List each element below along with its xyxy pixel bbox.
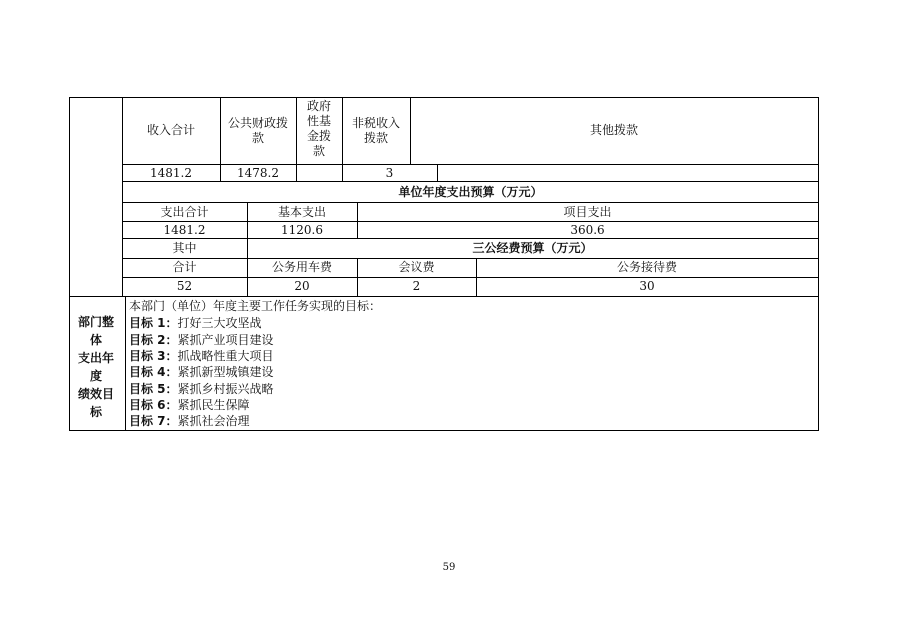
performance-intro: 本部门（单位）年度主要工作任务实现的目标： (129, 299, 382, 313)
header-line: 公共财政拨 (227, 116, 288, 130)
grid-line (122, 221, 819, 222)
goal-item (129, 315, 262, 332)
side-title-line: 体 (89, 333, 102, 347)
expense-value: 1120.6 (281, 223, 323, 237)
side-title-line: 支出年 (77, 351, 114, 365)
goal-item (129, 332, 274, 349)
three-public-value: 52 (176, 279, 193, 293)
three-public-value: 30 (639, 279, 655, 293)
goal-item (129, 348, 274, 365)
non-tax-header (342, 116, 410, 146)
header-line: 金拨 (306, 129, 331, 143)
three-public-header: 公务接待费 (616, 260, 677, 274)
performance-divider (125, 296, 126, 431)
three-public-header: 合计 (172, 260, 197, 274)
table-bottom-border (69, 430, 819, 431)
header-line: 款 (251, 131, 264, 145)
goal-text: 紧抓乡村振兴战略 (177, 382, 274, 396)
income-total-value: 1481.2 (150, 166, 192, 180)
grid-line (122, 238, 819, 239)
grid-line (122, 258, 819, 259)
goal-text: 紧抓产业项目建设 (177, 333, 274, 347)
grid-line (437, 164, 438, 181)
performance-section-border (69, 296, 819, 297)
expense-header: 基本支出 (277, 205, 326, 219)
goal-text: 紧抓新型城镇建设 (177, 365, 274, 379)
header-line: 非税收入 (351, 116, 400, 130)
expense-header: 项目支出 (563, 205, 612, 219)
side-title-line: 标 (89, 405, 102, 419)
three-public-value: 2 (412, 279, 421, 293)
grid-line (122, 202, 819, 203)
goal-text: 紧抓社会治理 (177, 414, 250, 428)
three-public-prefix: 其中 (172, 241, 197, 255)
header-line: 政府 (306, 99, 331, 113)
goal-text: 紧抓民生保障 (177, 398, 250, 412)
goal-label: 目标 6： (129, 398, 178, 412)
public-finance-header (220, 116, 296, 146)
public-finance-value: 1478.2 (237, 166, 279, 180)
income-total-header: 收入合计 (146, 123, 195, 137)
side-title-line: 度 (89, 369, 102, 383)
grid-line (122, 164, 819, 165)
other-header: 其他拨款 (589, 123, 638, 137)
grid-line (122, 181, 819, 182)
gov-fund-header (296, 99, 342, 159)
page-number: 59 (442, 562, 456, 573)
performance-side-title (70, 313, 122, 421)
expense-section-title: 单位年度支出预算（万元） (398, 185, 543, 199)
three-public-title: 三公经费预算（万元） (472, 241, 593, 255)
goal-label: 目标 7： (129, 414, 178, 428)
grid-line (122, 277, 819, 278)
goal-label: 目标 5： (129, 382, 178, 396)
three-public-value: 20 (294, 279, 310, 293)
goal-item (129, 413, 250, 430)
goal-text: 抓战略性重大项目 (177, 349, 274, 363)
header-line: 拨款 (363, 131, 388, 145)
goal-label: 目标 4： (129, 365, 178, 379)
goal-item (129, 364, 274, 381)
side-title-line: 绩效目 (77, 387, 114, 401)
goal-label: 目标 2： (129, 333, 178, 347)
expense-header: 支出合计 (160, 205, 209, 219)
non-tax-value: 3 (385, 166, 394, 180)
expense-value: 360.6 (570, 223, 605, 237)
header-line: 款 (312, 144, 325, 158)
goal-text: 打好三大攻坚战 (177, 316, 262, 330)
three-public-header: 公务用车费 (271, 260, 332, 274)
table-top-border (69, 97, 819, 98)
expense-value: 1481.2 (163, 223, 206, 237)
goal-label: 目标 1： (129, 316, 178, 330)
goal-item (129, 397, 250, 414)
side-title-line: 部门整 (77, 315, 114, 329)
goal-item (129, 381, 274, 398)
goal-label: 目标 3： (129, 349, 178, 363)
table-right-border (818, 97, 819, 431)
header-line: 性基 (306, 114, 331, 128)
three-public-header: 会议费 (398, 260, 435, 274)
